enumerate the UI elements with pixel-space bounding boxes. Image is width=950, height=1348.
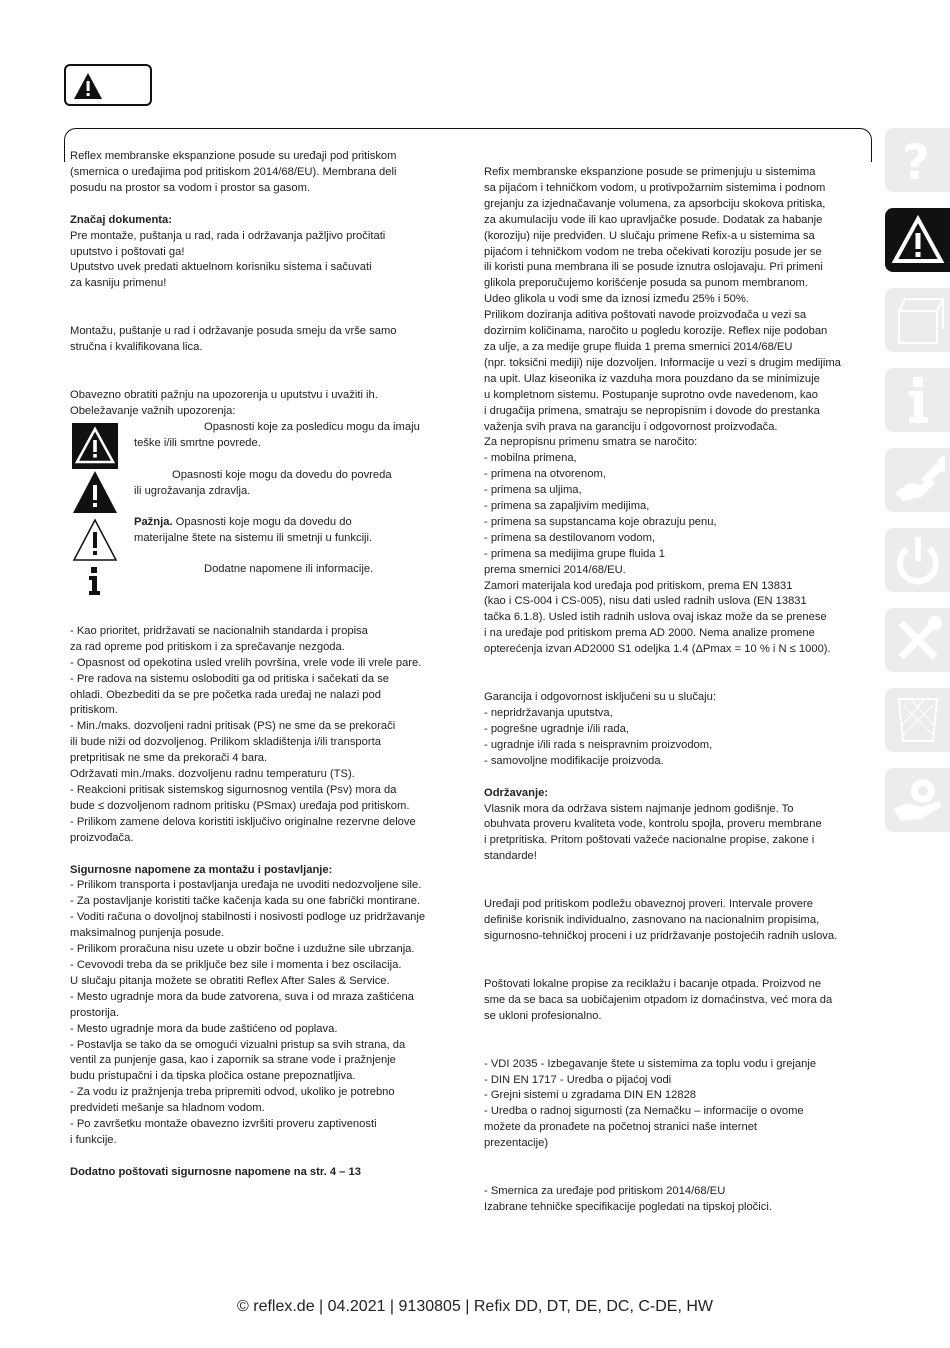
wrench-hand-icon xyxy=(891,453,945,507)
tab-disposal[interactable] xyxy=(885,688,950,752)
tools-icon xyxy=(891,613,945,667)
info-description: Dodatne napomene ili informacije. xyxy=(204,562,374,575)
tab-power[interactable] xyxy=(885,528,950,592)
warning-triangle-icon xyxy=(72,71,116,101)
disposal-paragraph: Poštovati lokalne propise za reciklažu i bacanje otpada. Proizvod ne sme da se baca sa uobičajenim otpadom iz domaćinstva, već mora da se ukloni profesionalno. xyxy=(484,977,833,1022)
directive-paragraph: - Smernica za uređaje pod pritiskom 2014/68/EU Izabrane tehničke specifikacije pogledati na tipskoj pločici. xyxy=(484,1185,772,1213)
warranty-paragraph: Garancija i odgovornost isključeni su u slučaju: - nepridržavanja uputstva, - pogrešne ugradnje i/ili rada, - ugradnje i/ili rada s neispravnim proizvodom, - samovoljne modifikacije proizvoda. xyxy=(484,691,716,767)
recycle-bin-icon xyxy=(891,693,945,747)
additional-note: Dodatno poštovati sigurnosne napomene na str. 4 – 13 xyxy=(70,1165,361,1178)
left-column xyxy=(70,149,455,1181)
tab-warning[interactable] xyxy=(885,208,950,272)
warning-legend xyxy=(70,420,455,608)
question-icon xyxy=(891,133,941,187)
warning-tab-icon xyxy=(891,213,945,267)
qualified-personnel-paragraph: Montažu, puštanje u rad i održavanje posuda smeju da vrše samo stručna i kvalifikovana lica. xyxy=(70,325,397,354)
attention-paragraph: Obavezno obratiti pažnju na upozorenja u uputstvu i uvažiti ih. Obeležavanje važnih upozorenja: xyxy=(70,389,378,417)
document-paragraph: Pre montaže, puštanja u rad, rada i održavanja pažljivo pročitati uputstvo i poštovati ga! Uputstvo uvek predati aktuelnom korisniku sistema i sačuvati za kasniju primenu! xyxy=(70,229,386,290)
right-column xyxy=(484,165,870,1216)
box-icon xyxy=(891,293,945,347)
svg-text:?: ? xyxy=(902,135,930,187)
safety-list: - Prilikom transporta i postavljanja uređaja ne uvoditi nedozvoljene sile. - Za postavljanje koristiti tačke kačenja kada su one fabrički montirane. - Voditi računa o dovoljnoj stabilnosti i nosivosti podloge uz pridržavanje maksimalnog punjenja posude. - Prilikom proračuna nisu uzete u obzir bočne i uzdužne sile ubrzanja. - Cevovodi treba da se priključe bez sile i momenta i bez oscilacija. U slučaju pitanja možete se obratiti Reflex After Sales & Service. - Mesto ugradnje mora da bude zatvorena, suva i od mraza zaštićena prostorija. - Mesto ugradnje mora da bude zaštićeno od poplava. - Postavlja se tako da se omogući vizualni pristup sa svih strana, da ventil za punjenje gasa, kao i zapornik sa strane vode i pražnjenje budu pristupačni i da tipska pločica ostane prepoznatljiva. - Za vodu iz pražnjenja treba pripremiti odvod, ukoliko je potrebno predvideti mešanje sa hladnom vodom. - Po završetku montaže obavezno izvršiti proveru zaptivenosti i funkcije. xyxy=(70,879,426,1146)
caution-icon xyxy=(72,518,118,562)
info-tab-icon xyxy=(891,373,945,427)
safety-heading: Sigurnosne napomene za montažu i postavljanje: xyxy=(70,863,333,876)
maintenance-paragraph: Vlasnik mora da održava sistem najmanje jednom godišnje. To obuhvata proveru kvaliteta vode, kontrolu spojla, proveru membrane i pretpritiska. Pritom poštovati važeće nacionalne propise, zakone i standarde! xyxy=(484,802,822,863)
maintenance-heading: Održavanje: xyxy=(484,786,549,799)
usage-paragraph: Refix membranske ekspanzione posude se primenjuju u sistemima sa pijaćom i tehničkom vodom, u protivpožarnim sistemima i podnom grejanju za izjednačavanje volumena, za apsorbciju skokova pritiska, za akumulaciju vode ili kao upravljačke posude. Dodatak za habanje (koroziju) nije predviđen. U slučaju primene Refix-a u sistemima sa pijaćom i tehničkom vodom ne treba očekivati koroziju posude jer se ili koristi puna membrana ili se posude iznutra oslojavaju. Pri primeni glikola preporučujemo korišćenje posuda sa punom membranom. Udeo glikola u vodi sme da iznosi između 25% i 50%. Prilikom doziranja aditiva poštovati navode proizvođača u vezi sa dozirnim količinama, naročito u pogledu korozije. Reflex nije podoban za ulje, a za medije grupe fluida 1 prema smernici 2014/68/EU (npr. toksični mediji) nije dozvoljen. Informacije u vezi s drugim medijima na upit. Ulaz kiseonika iz vazduha mora pouzdano da se minimizuje u kompletnom sistemu. Postupanje suprotno ovde navedenom, kao i drugačija primena, smatraju se nepropisnim i dovode do prestanka važenja svih prava na garanciju i odgovornost proizvođača. Za nepropisnu primenu smatra se naročito: - mobilna primena, - primena na otvorenom, - primena sa uljima, - primena sa zapaljivim medijima, - primena sa supstancama koje obrazuju penu, - primena sa destilovanom vodom, - primena sa medijima grupe fluida 1 prema smernici 2014/68/EU. Zamori materijala kod uređaja pod pritiskom, prema EN 13831 (kao i CS-004 i CS-005), nisu dati usled radnih uslova (EN 13831 tačka 6.1.8). Usled istih radnih uslova ovaj iskaz može da se prenese i na uređaje pod pritiskom prema AD 2000. Nema analize promene opterećenja izvan AD2000 S1 odeljka 1.4 (ΔPmax = 10 % i N ≤ 1000). xyxy=(484,166,841,656)
tab-service[interactable] xyxy=(885,768,950,832)
power-icon xyxy=(891,533,945,587)
tab-maintenance[interactable] xyxy=(885,608,950,672)
danger-icon xyxy=(72,423,118,469)
general-rules-list: - Kao prioritet, pridržavati se nacionalnih standarda i propisa za rad opreme pod pritiskom i za sprečavanje nezgoda. - Opasnost od opekotina usled vrelih površina, vrele vode ili vrele pare. - Pre radova na sistemu osloboditi ga od pritiska i sačekati da se ohladi. Obezbediti da se pre početka rada uređaj ne nalazi pod pritiskom. - Min./maks. dozvoljeni radni pritisak (PS) ne sme da se prekorači ili bude niži od dozvoljenog. Prilikom skladištenja i/ili transporta pretpritisak ne sme da prekorači 4 bara. Održavati min./maks. dozvoljenu radnu temperaturu (TS). - Reakcioni pritisak sistemskog sigurnosnog ventila (Psv) mora da bude ≤ dozvoljenom radnom pritisku (PSmax) uređaja pod pritiskom. - Prilikom zamene delova koristiti isključivo originalne rezervne delove proizvođača. xyxy=(70,624,422,844)
caution-description: Pažnja. Opasnosti koje mogu da dovedu do materijalne štete na sistemu ili smetnji u funkciji. xyxy=(134,515,373,544)
footer: © reflex.de | 04.2021 | 9130805 | Refix DD, DT, DE, DC, C-DE, HW xyxy=(237,1298,713,1315)
warning-description: Opasnosti koje mogu da dovedu do povreda ili ugrožavanja zdravlja. xyxy=(134,468,392,497)
info-icon xyxy=(72,566,118,596)
danger-description: Opasnosti koje za posledicu mogu da imaju teške i/ili smrtne povrede. xyxy=(134,420,420,449)
tab-question[interactable] xyxy=(885,128,950,192)
tab-installation[interactable] xyxy=(885,448,950,512)
inspection-paragraph: Uređaji pod pritiskom podležu obaveznoj proveri. Intervale provere definiše korisnik individualno, zasnovano na nacionalnim propisima, sigurnosno-tehničkoj proceni i uz pridržavanje postojećih radnih uslova. xyxy=(484,898,838,942)
standards-list: - VDI 2035 - Izbegavanje štete u sistemima za toplu vodu i grejanje - DIN EN 1717 - Uredba o pijaćoj vodi - Grejni sistemi u zgradama DIN EN 12828 - Uredba o radnoj sigurnosti (za Nemačku – informacije o ovome možete da pronađete na početnoj stranici naše internet prezentacije) xyxy=(484,1057,817,1150)
warning-icon xyxy=(72,470,118,514)
tab-info[interactable] xyxy=(885,368,950,432)
document-heading: Značaj dokumenta: xyxy=(70,213,172,226)
warning-header-box xyxy=(64,64,152,106)
tab-box[interactable] xyxy=(885,288,950,352)
intro-paragraph: Reflex membranske ekspanzione posude su uređaji pod pritiskom (smernica o uređajima pod pritiskom 2014/68/EU). Membrana deli posudu na prostor sa vodom i prostor sa gasom. xyxy=(70,150,397,194)
hand-gear-icon xyxy=(891,773,945,827)
